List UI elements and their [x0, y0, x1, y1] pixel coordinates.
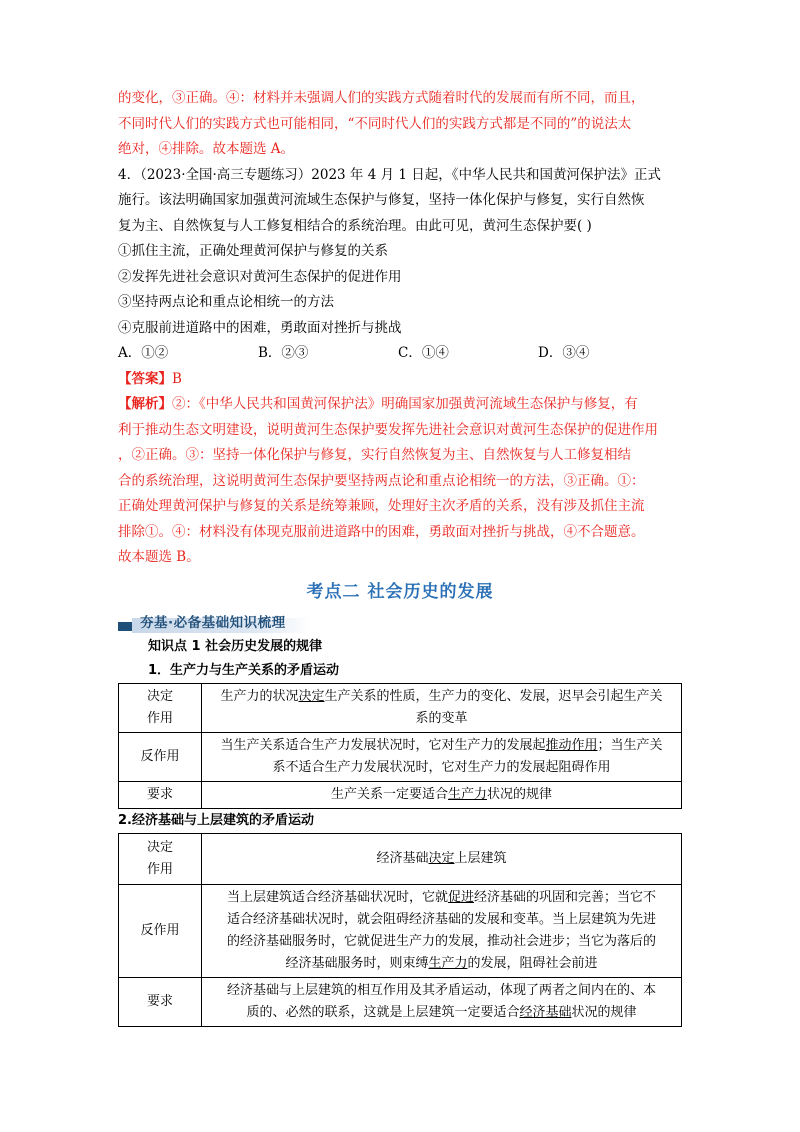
row-content: 生产关系一定要适合生产力状况的规律 [202, 781, 682, 808]
banner-bar [118, 622, 132, 631]
option-d: D．③④ [538, 345, 590, 361]
row-head: 反作用 [119, 884, 202, 977]
explanation-line: 不同时代人们的实践方式也可能相同，“不同时代人们的实践方式都是不同的”的说法太 [118, 115, 632, 132]
row-content: 当生产关系适合生产力发展状况时，它对生产力的发展起推动作用；当生产关 系不适合生产力发展状况时，它对生产力的发展起阻碍作用 [202, 732, 682, 781]
row-content: 当上层建筑适合经济基础状况时，它就促进经济基础的巩固和完善；当它不 适合经济基础状况时，就会阻碍经济基础的发展和变革。当上层建筑为先进 的经济基础服务时，它就促进生产力的发展，推动社会进步；当它为落后的 经济基础服务时，则束缚生产力的发展，阻碍社会前进 [202, 884, 682, 977]
table1-title: 1．生产力与生产关系的矛盾运动 [148, 662, 340, 678]
option-c: C．①④ [398, 345, 449, 361]
analysis-label: 【解析】 [118, 396, 172, 412]
row-head: 要求 [119, 781, 202, 808]
row-head: 决定 作用 [119, 683, 202, 732]
table-row [119, 833, 682, 884]
question-stem: 施行。该法明确国家加强黄河流域生态保护与修复，坚持一体化保护与修复，实行自然恢 [118, 192, 645, 208]
question-stem: 复为主、自然恢复与人工修复相结合的系统治理。由此可见，黄河生态保护要( ) [118, 217, 592, 234]
analysis-line: 排除①。④：材料没有体现克服前进道路中的困难，勇敢面对挫折与挑战，④不合题意。 [118, 523, 645, 540]
analysis-line: 合的系统治理，这说明黄河生态保护要坚持两点论和重点论相统一的方法，③正确。①： [118, 472, 645, 489]
answer-label: 【答案】 [118, 370, 172, 387]
explanation-line: 绝对，④排除。故本题选 A。 [118, 141, 295, 157]
knowledge-point-title: 知识点 1 社会历史发展的规律 [148, 638, 323, 654]
explanation-line: 的变化，③正确。④：材料并未强调人们的实践方式随着时代的发展而有所不同，而且， [118, 90, 645, 106]
table-productivity-relations [118, 683, 682, 809]
row-content: 经济基础与上层建筑的相互作用及其矛盾运动，体现了两者之间内在的、本 质的、必然的联系，这就是上层建筑一定要适合经济基础状况的规律 [202, 977, 682, 1026]
section-heading: 考点二 社会历史的发展 [306, 581, 494, 602]
statement-item: ②发挥先进社会意识对黄河生态保护的促进作用 [118, 268, 402, 285]
analysis-line: 正确处理黄河保护与修复的关系是统筹兼顾，处理好主次矛盾的关系，没有涉及抓住主流 [118, 498, 645, 514]
table-row [119, 683, 682, 732]
statement-item: ①抓住主流，正确处理黄河保护与修复的关系 [118, 243, 388, 259]
table-row [119, 732, 682, 781]
table-base-superstructure [118, 833, 682, 1027]
row-content: 经济基础决定上层建筑 [202, 833, 682, 884]
question-stem: 4．（2023·全国·高三专题练习）2023 年 4 月 1 日起，《中华人民共和国黄河保护法》正式 [118, 166, 662, 183]
table-row [119, 884, 682, 977]
section-banner [118, 609, 682, 635]
answer-value: B [172, 370, 182, 387]
answer-line [118, 367, 682, 393]
analysis-line: 利于推动生态文明建设，说明黄河生态保护要发挥先进社会意识对黄河生态保护的促进作用 [118, 421, 658, 438]
row-head: 要求 [119, 977, 202, 1026]
option-a: A．①② [118, 345, 169, 361]
document-page [118, 86, 682, 1027]
analysis-line: ，②正确。③：坚持一体化保护与修复，实行自然恢复为主、自然恢复与人工修复相结 [118, 447, 631, 463]
table-row [119, 977, 682, 1026]
table2-title: 2.经济基础与上层建筑的矛盾运动 [118, 812, 314, 828]
statement-item: ④克服前进道路中的困难，勇敢面对挫折与挑战 [118, 319, 402, 336]
row-head: 反作用 [119, 732, 202, 781]
row-content: 生产力的状况决定生产关系的性质，生产力的变化、发展，迟早会引起生产关 系的变革 [202, 683, 682, 732]
table-row [119, 781, 682, 808]
option-b: B．②③ [258, 345, 309, 361]
answer-options [118, 341, 682, 367]
row-head: 决定 作用 [119, 833, 202, 884]
analysis-line: 【解析】②：《中华人民共和国黄河保护法》明确国家加强黄河流域生态保护与修复，有 [118, 396, 638, 412]
analysis-line: 故本题选 B。 [118, 549, 200, 565]
banner-text: 夯基·必备基础知识梳理 [140, 614, 286, 631]
statement-item: ③坚持两点论和重点论相统一的方法 [118, 294, 334, 310]
